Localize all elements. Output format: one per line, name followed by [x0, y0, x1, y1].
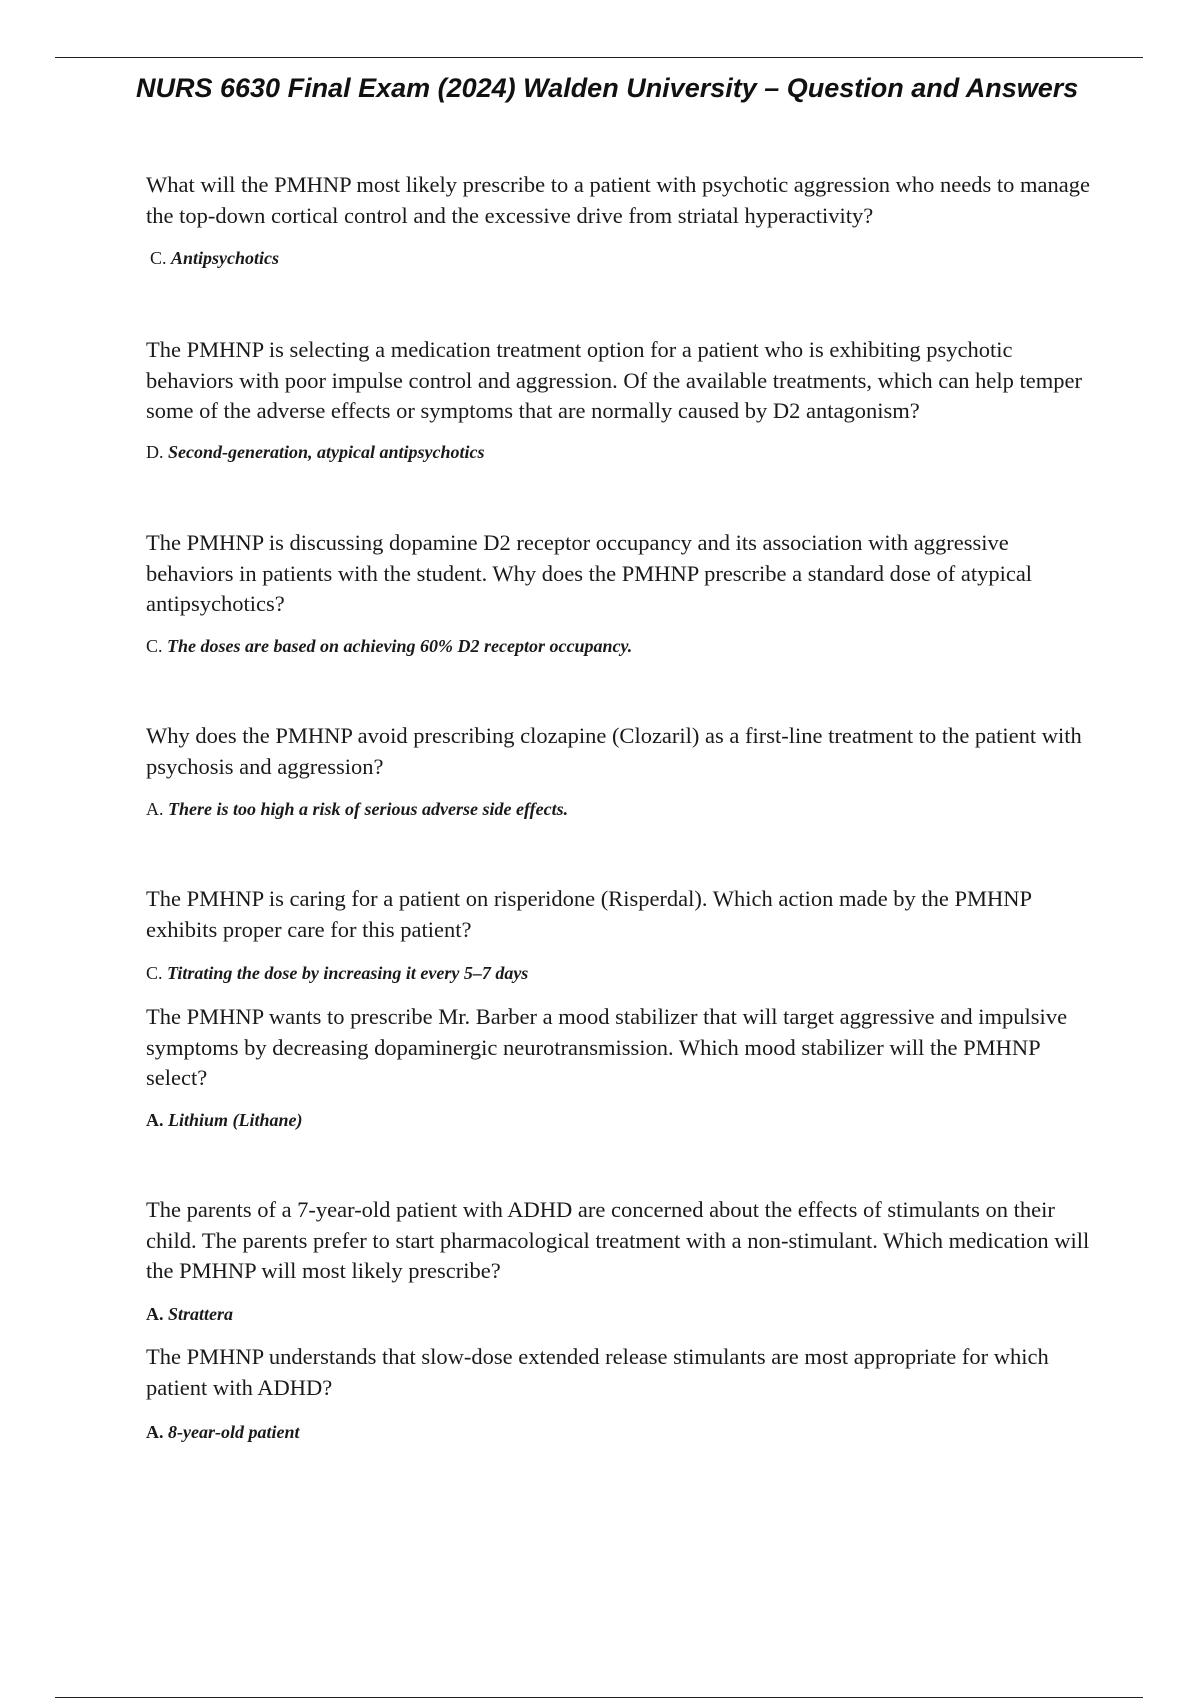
- question-5: The PMHNP is caring for a patient on risperidone (Risperdal). Which action made by the PMHNP exhibits proper care for this patient?: [146, 886, 1032, 942]
- answer-letter: C.: [146, 963, 163, 983]
- answer-7: [146, 1302, 1096, 1326]
- answer-6: [146, 1108, 1096, 1132]
- question-6: The PMHNP wants to prescribe Mr. Barber a mood stabilizer that will target aggressive and impulsive symptoms by decreasing dopaminergic neurotransmission. Which mood stabilizer will the PMHNP select?: [146, 1004, 1068, 1090]
- question-2: The PMHNP is selecting a medication treatment option for a patient who is exhibiting psychotic behaviors with poor impulse control and aggression. Of the available treatments, which can help temper some of the adverse effects or symptoms that are normally caused by D2 antagonism?: [146, 337, 1082, 423]
- question-7: The parents of a 7-year-old patient with ADHD are concerned about the effects of stimulants on their child. The parents prefer to start pharmacological treatment with a non-stimulant. Which medication will the PMHNP will most likely prescribe?: [146, 1197, 1090, 1283]
- answer-text: Antipsychotics: [171, 248, 280, 268]
- page-title: NURS 6630 Final Exam (2024) Walden University – Question and Answers: [136, 73, 1079, 103]
- answer-text: 8-year-old patient: [168, 1422, 300, 1442]
- answer-text: Titrating the dose by increasing it every 5–7 days: [167, 963, 529, 983]
- answer-text: The doses are based on achieving 60% D2 receptor occupancy.: [167, 636, 633, 656]
- answer-text: Strattera: [168, 1304, 234, 1324]
- bottom-divider: [55, 1697, 1143, 1698]
- answer-letter: A.: [146, 1110, 164, 1130]
- question-4: Why does the PMHNP avoid prescribing clozapine (Clozaril) as a first-line treatment to the patient with psychosis and aggression?: [146, 723, 1082, 779]
- answer-text: Second-generation, atypical antipsychotics: [168, 442, 485, 462]
- top-divider: [55, 57, 1143, 58]
- answer-letter: A.: [146, 1422, 164, 1442]
- answer-4: [146, 797, 1096, 821]
- question-3: The PMHNP is discussing dopamine D2 receptor occupancy and its association with aggressive behaviors in patients with the student. Why does the PMHNP prescribe a standard dose of atypical antipsychotics?: [146, 530, 1033, 616]
- answer-text: Lithium (Lithane): [168, 1110, 303, 1130]
- answer-8: [146, 1420, 1096, 1444]
- answer-letter: A.: [146, 799, 164, 819]
- question-1: What will the PMHNP most likely prescribe to a patient with psychotic aggression who needs to manage the top-down cortical control and the excessive drive from striatal hyperactivity?: [146, 172, 1090, 228]
- question-8: The PMHNP understands that slow-dose extended release stimulants are most appropriate for which patient with ADHD?: [146, 1344, 1049, 1400]
- answer-1: [150, 246, 1100, 270]
- answer-letter: C.: [150, 248, 167, 268]
- answer-2: [146, 440, 1096, 464]
- answer-letter: A.: [146, 1304, 164, 1324]
- answer-text: There is too high a risk of serious adverse side effects.: [168, 799, 569, 819]
- answer-letter: D.: [146, 442, 164, 462]
- answer-3: [146, 634, 1096, 658]
- answer-letter: C.: [146, 636, 163, 656]
- answer-5: [146, 961, 1096, 985]
